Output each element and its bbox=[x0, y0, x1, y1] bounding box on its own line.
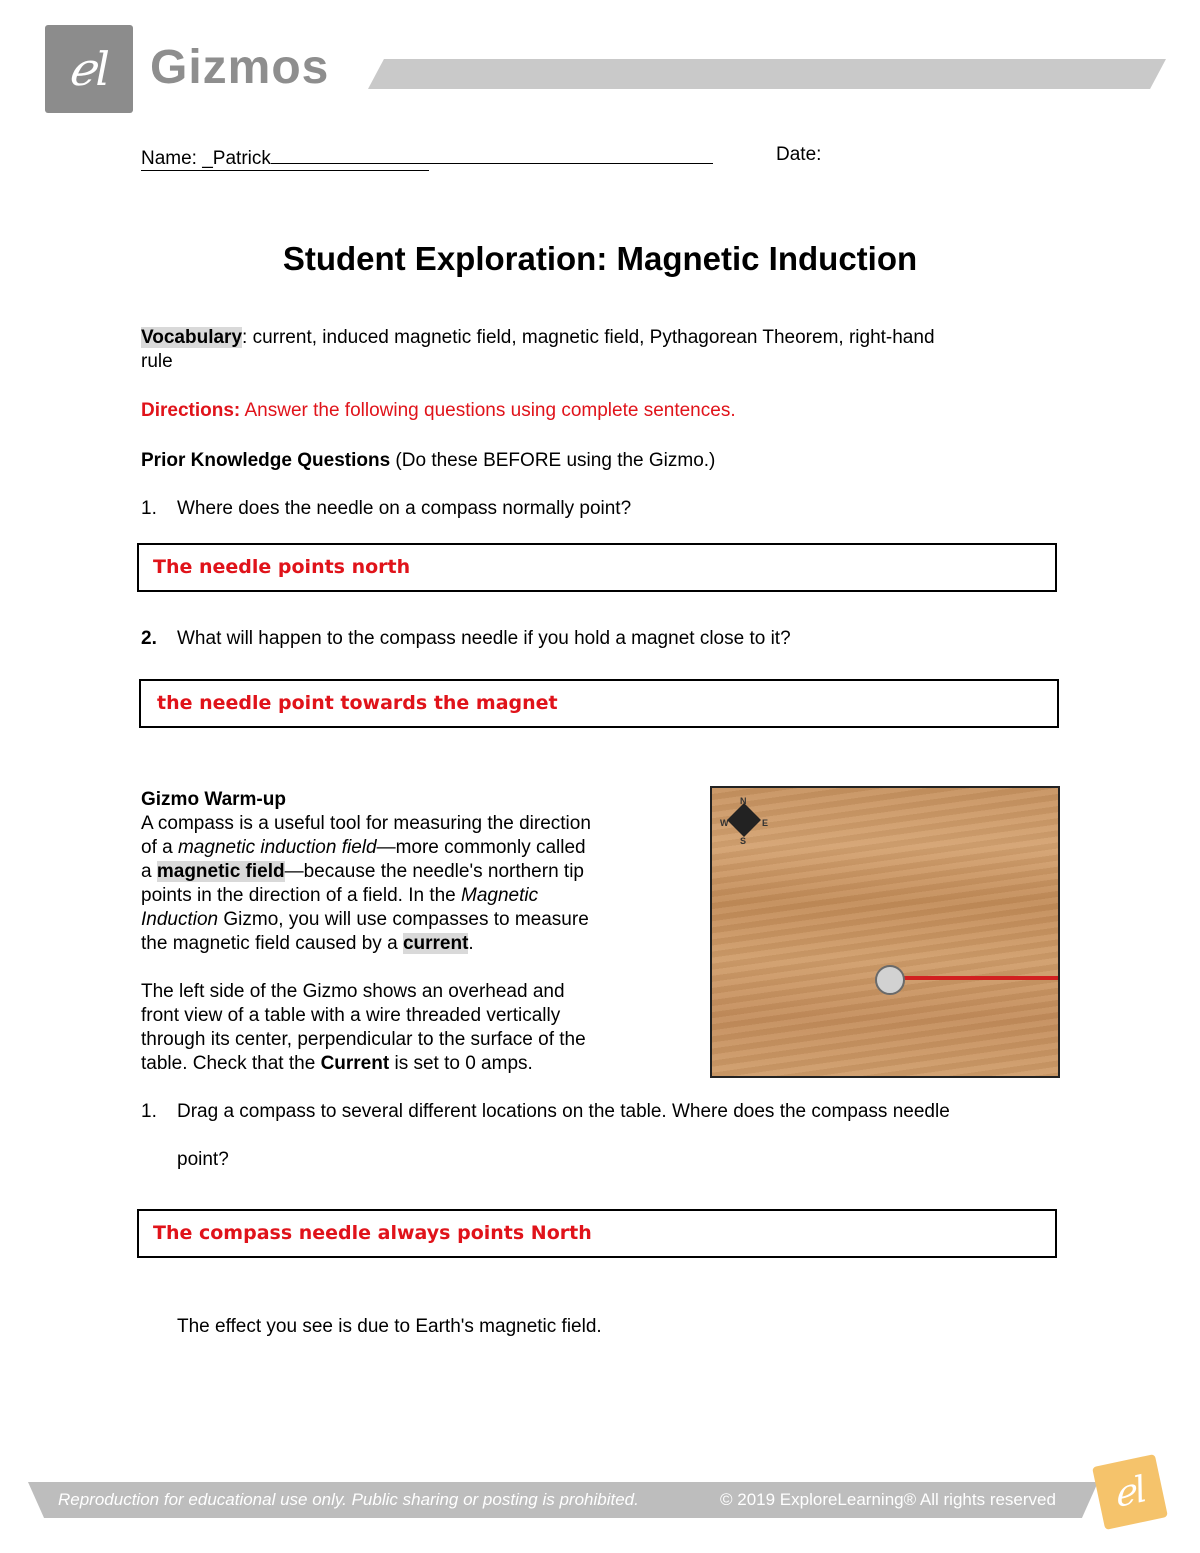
name-line bbox=[271, 143, 713, 164]
vocab-highlight: magnetic field bbox=[156, 861, 285, 882]
wire-line bbox=[902, 976, 1060, 980]
warmup-text: Gizmo, you will use compasses to measure bbox=[218, 909, 589, 930]
answer-box-1[interactable] bbox=[137, 543, 1057, 592]
prior-heading: Prior Knowledge Questions bbox=[141, 450, 391, 471]
explorelearning-logo: ℯl bbox=[1092, 1454, 1168, 1530]
warmup-text: —more commonly called bbox=[376, 837, 586, 858]
question-text: Where does the needle on a compass normally point? bbox=[177, 498, 632, 519]
warmup-term: magnetic induction field bbox=[177, 837, 377, 858]
question-number: 1. bbox=[141, 498, 157, 519]
warmup-text: The left side of the Gizmo shows an overhead and bbox=[141, 981, 565, 1002]
warmup-term: Magnetic bbox=[461, 885, 539, 906]
page-title: Student Exploration: Magnetic Induction bbox=[282, 240, 918, 277]
warmup-term: Induction bbox=[141, 909, 219, 930]
name-label: Name: _Patrick bbox=[141, 148, 271, 169]
compass-icon bbox=[727, 803, 761, 837]
footer-copyright: © 2019 ExploreLearning® All rights reserved bbox=[720, 1490, 1056, 1509]
answer-box-3[interactable] bbox=[137, 1209, 1057, 1258]
brand-title: Gizmos bbox=[150, 41, 330, 94]
question-text: Drag a compass to several different locations on the table. Where does the compass needle bbox=[177, 1101, 950, 1122]
warmup-term: Current bbox=[320, 1053, 390, 1074]
warmup-text: —because the needle's northern tip bbox=[284, 861, 584, 882]
warmup-heading: Gizmo Warm-up bbox=[141, 789, 286, 810]
warmup-text: of a bbox=[141, 837, 178, 858]
vocabulary-text-cont: rule bbox=[141, 351, 173, 372]
question-number: 1. bbox=[141, 1101, 157, 1122]
compass-w-label: W bbox=[720, 818, 729, 828]
compass-e-label: E bbox=[762, 818, 769, 828]
vocab-highlight: current bbox=[402, 933, 469, 954]
date-label: Date: bbox=[776, 144, 822, 165]
vocabulary-text: : current, induced magnetic field, magnetic field, Pythagorean Theorem, right-hand bbox=[242, 327, 935, 348]
warmup-text: A compass is a useful tool for measuring the direction bbox=[141, 813, 591, 834]
directions-label: Directions: bbox=[141, 400, 241, 421]
answer-box-2[interactable] bbox=[139, 679, 1059, 728]
effect-text: The effect you see is due to Earth's magnetic field. bbox=[177, 1316, 602, 1337]
warmup-text: through its center, perpendicular to the surface of the bbox=[141, 1029, 586, 1050]
answer-text: The compass needle always points North bbox=[153, 1222, 592, 1244]
warmup-question-1 bbox=[141, 1100, 1081, 1124]
prior-knowledge-heading bbox=[141, 449, 715, 473]
prior-note: (Do these BEFORE using the Gizmo.) bbox=[390, 450, 716, 471]
warmup-section bbox=[141, 788, 681, 1076]
date-line bbox=[141, 170, 429, 171]
footer-disclaimer: Reproduction for educational use only. Public sharing or posting is prohibited. bbox=[58, 1490, 639, 1509]
wire-dot bbox=[875, 965, 905, 995]
directions-text: Answer the following questions using complete sentences. bbox=[240, 400, 736, 421]
warmup-text: a bbox=[141, 861, 157, 882]
compass-n-label: N bbox=[740, 796, 747, 806]
gizmos-logo: ℯl bbox=[45, 25, 133, 113]
directions bbox=[141, 399, 736, 423]
name-row bbox=[141, 143, 713, 171]
compass-s-label: S bbox=[740, 836, 747, 846]
warmup-text: front view of a table with a wire threaded vertically bbox=[141, 1005, 561, 1026]
warmup-text: is set to 0 amps. bbox=[389, 1053, 533, 1074]
header-bar bbox=[368, 59, 1166, 89]
warmup-text: the magnetic field caused by a bbox=[141, 933, 403, 954]
question-text: What will happen to the compass needle if you hold a magnet close to it? bbox=[177, 628, 791, 649]
warmup-text: . bbox=[468, 933, 474, 954]
answer-text: The needle points north bbox=[153, 556, 411, 578]
vocabulary bbox=[141, 326, 1071, 374]
vocabulary-label: Vocabulary bbox=[141, 327, 243, 348]
question-text-cont: point? bbox=[177, 1149, 229, 1170]
question-1 bbox=[141, 497, 632, 521]
answer-text: the needle point towards the magnet bbox=[157, 692, 558, 714]
question-2 bbox=[141, 627, 791, 651]
question-number: 2. bbox=[141, 628, 157, 649]
gizmo-table-image bbox=[710, 786, 1060, 1078]
warmup-text: table. Check that the bbox=[141, 1053, 321, 1074]
warmup-text: points in the direction of a field. In the bbox=[141, 885, 462, 906]
